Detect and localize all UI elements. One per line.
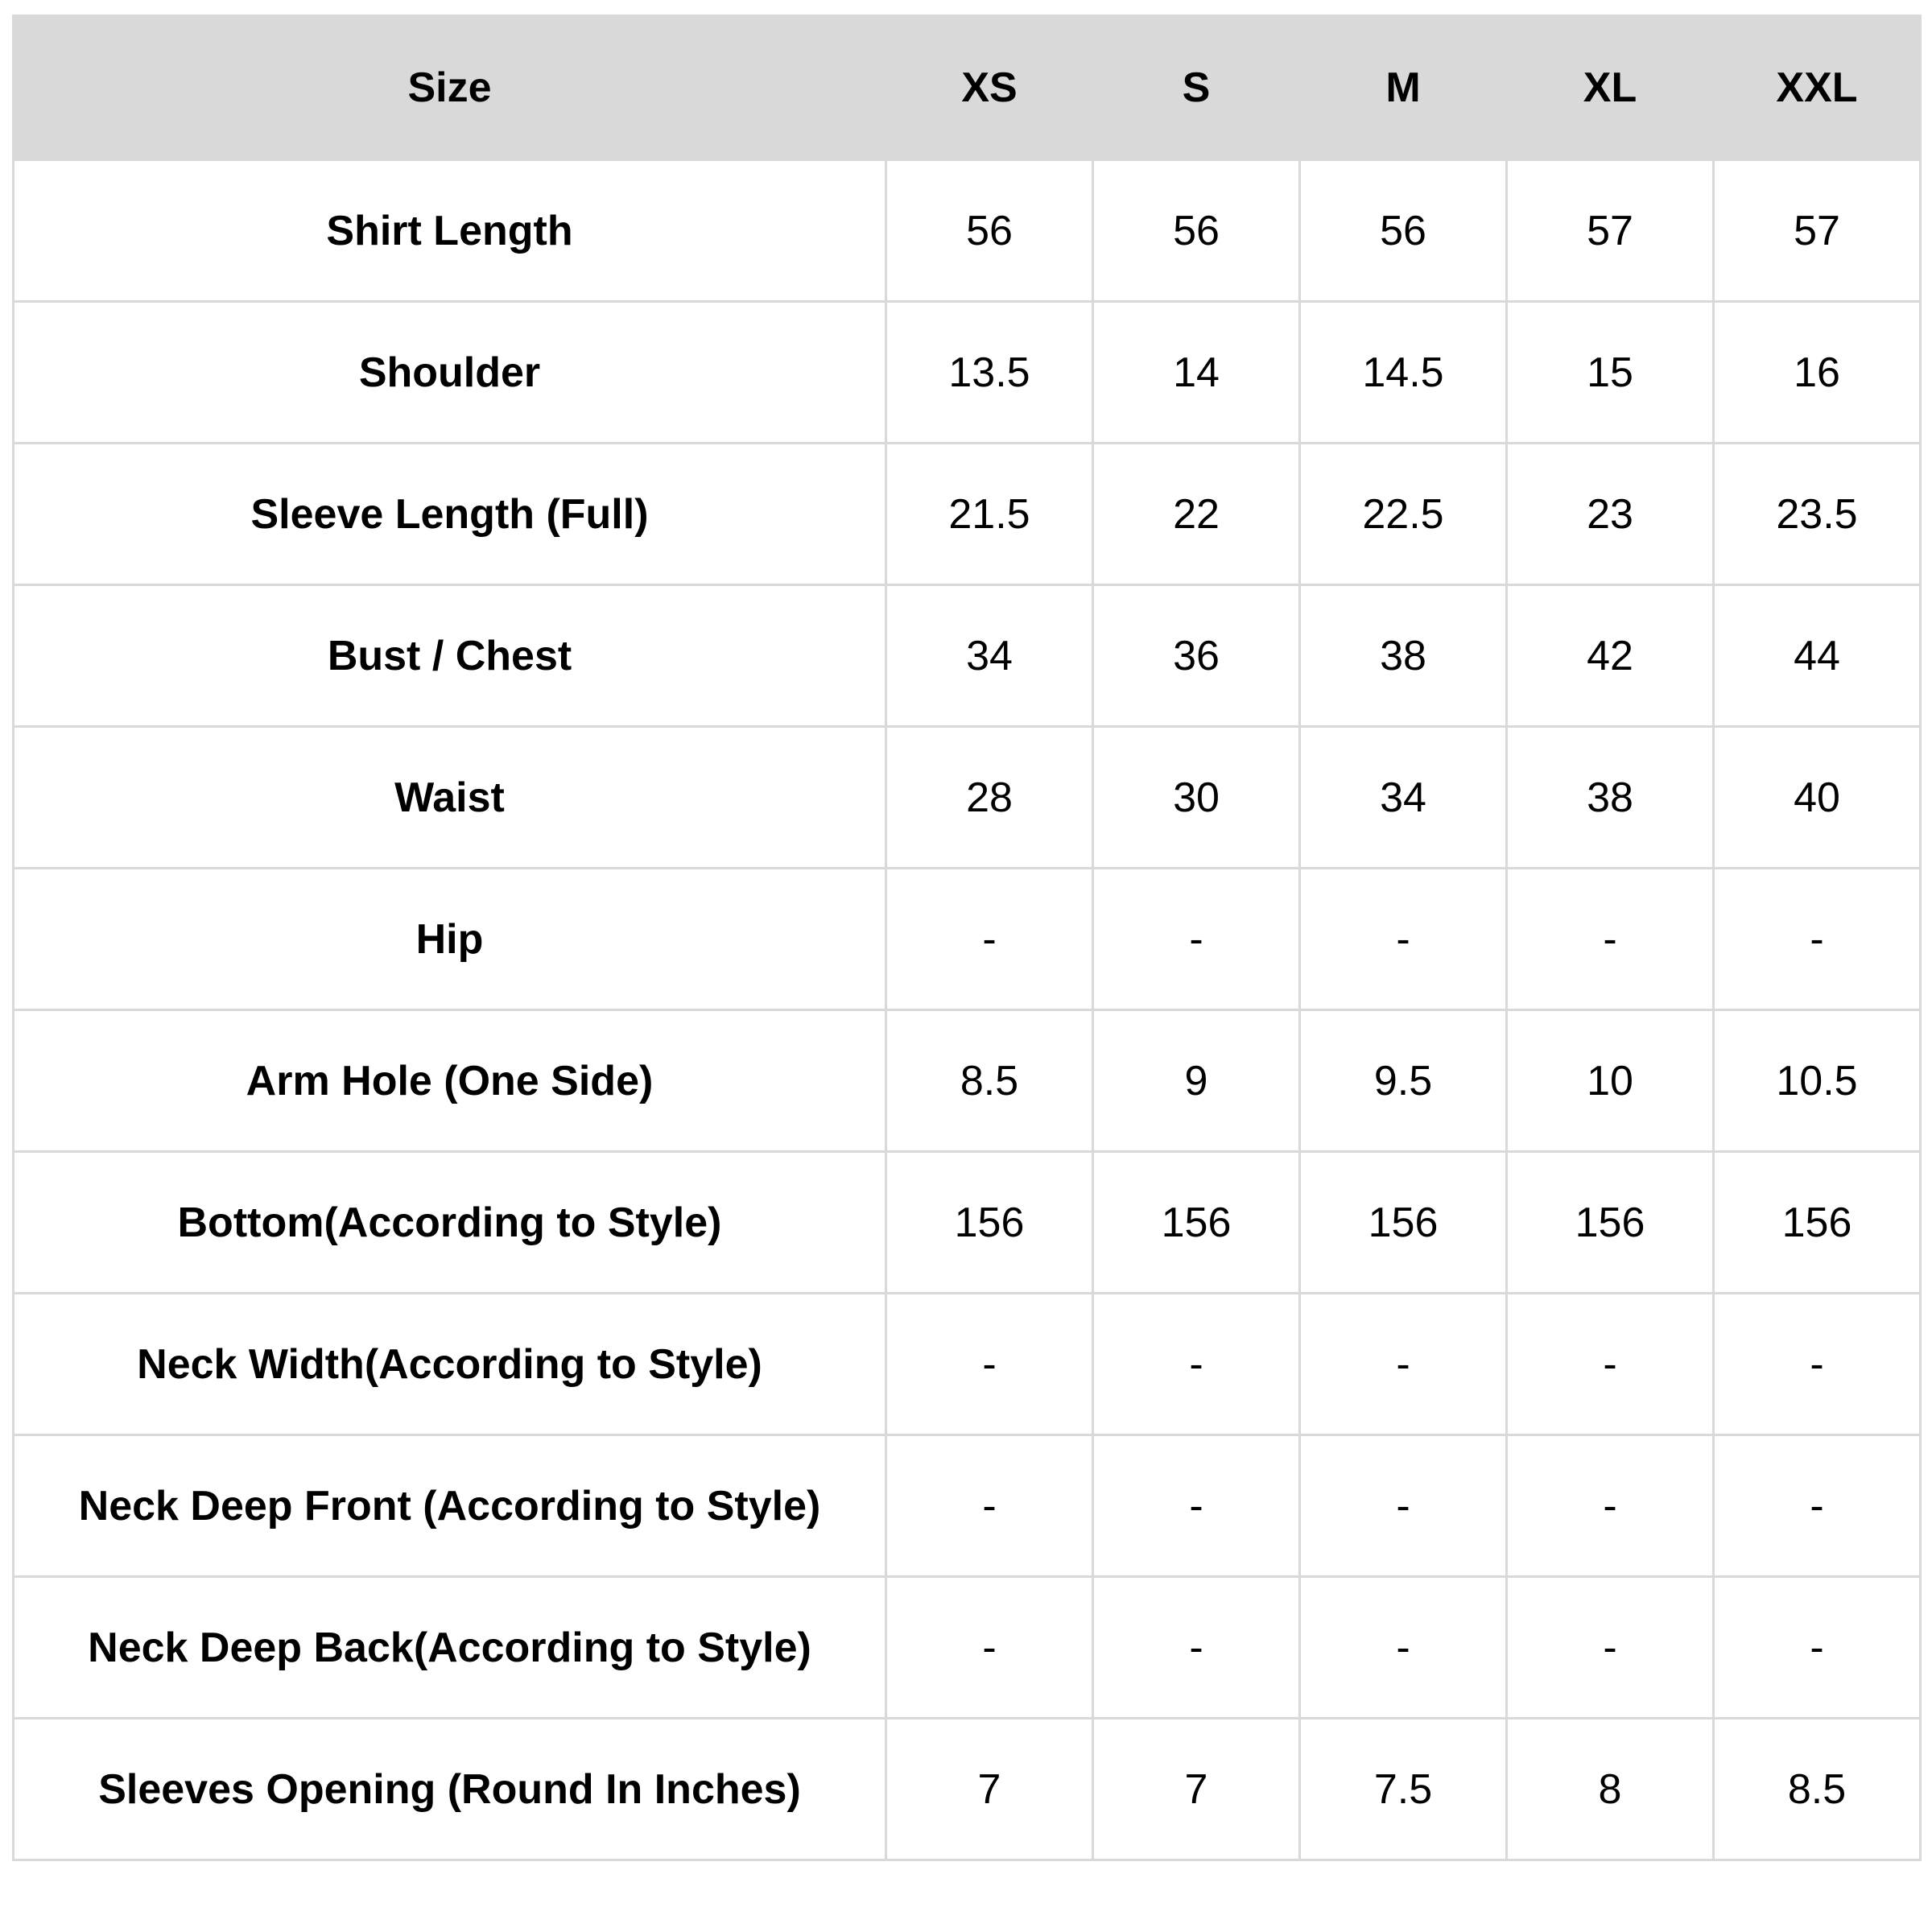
header-m: M — [1300, 16, 1507, 160]
row-label: Neck Width(According to Style) — [14, 1294, 886, 1435]
row-value: 8.5 — [1714, 1719, 1921, 1860]
table-row — [14, 1294, 1921, 1435]
row-value: - — [886, 1294, 1093, 1435]
row-label: Sleeve Length (Full) — [14, 444, 886, 585]
row-value: 156 — [1093, 1152, 1300, 1294]
table-row — [14, 302, 1921, 444]
row-label: Neck Deep Front (According to Style) — [14, 1435, 886, 1577]
row-value: - — [886, 1435, 1093, 1577]
row-value: - — [1507, 869, 1714, 1010]
row-value: 30 — [1093, 727, 1300, 869]
header-xs: XS — [886, 16, 1093, 160]
row-value: 9 — [1093, 1010, 1300, 1152]
row-value: 38 — [1507, 727, 1714, 869]
table-row — [14, 160, 1921, 302]
table-row — [14, 1152, 1921, 1294]
row-value: 34 — [886, 585, 1093, 727]
row-value: 57 — [1714, 160, 1921, 302]
row-value: 22.5 — [1300, 444, 1507, 585]
row-label: Neck Deep Back(According to Style) — [14, 1577, 886, 1719]
header-xxl: XXL — [1714, 16, 1921, 160]
table-row — [14, 869, 1921, 1010]
row-value: - — [1300, 1294, 1507, 1435]
row-value: 21.5 — [886, 444, 1093, 585]
row-value: 40 — [1714, 727, 1921, 869]
row-label: Hip — [14, 869, 886, 1010]
row-value: 22 — [1093, 444, 1300, 585]
row-value: 56 — [1300, 160, 1507, 302]
row-value: - — [1093, 1294, 1300, 1435]
row-value: 8.5 — [886, 1010, 1093, 1152]
row-value: 14.5 — [1300, 302, 1507, 444]
row-value: - — [886, 1577, 1093, 1719]
table-row — [14, 1577, 1921, 1719]
row-value: - — [1507, 1435, 1714, 1577]
row-value: 36 — [1093, 585, 1300, 727]
row-value: 56 — [1093, 160, 1300, 302]
row-value: 28 — [886, 727, 1093, 869]
table-row — [14, 1719, 1921, 1860]
header-size: Size — [14, 16, 886, 160]
row-value: 7.5 — [1300, 1719, 1507, 1860]
row-value: 34 — [1300, 727, 1507, 869]
row-value: 156 — [886, 1152, 1093, 1294]
row-label: Shirt Length — [14, 160, 886, 302]
row-label: Arm Hole (One Side) — [14, 1010, 886, 1152]
row-value: 23 — [1507, 444, 1714, 585]
header-s: S — [1093, 16, 1300, 160]
row-value: 44 — [1714, 585, 1921, 727]
row-value: - — [1714, 1294, 1921, 1435]
row-value: - — [1093, 1435, 1300, 1577]
row-value: - — [1093, 1577, 1300, 1719]
size-chart-table — [12, 14, 1922, 1861]
table-row — [14, 444, 1921, 585]
row-value: - — [1507, 1294, 1714, 1435]
row-value: 23.5 — [1714, 444, 1921, 585]
row-value: 16 — [1714, 302, 1921, 444]
row-label: Waist — [14, 727, 886, 869]
row-value: - — [1714, 1435, 1921, 1577]
table-row — [14, 727, 1921, 869]
table-row — [14, 1010, 1921, 1152]
row-value: - — [1300, 1435, 1507, 1577]
row-value: 38 — [1300, 585, 1507, 727]
row-value: - — [1714, 869, 1921, 1010]
table-row — [14, 1435, 1921, 1577]
table-row — [14, 585, 1921, 727]
row-value: 42 — [1507, 585, 1714, 727]
row-value: 10 — [1507, 1010, 1714, 1152]
row-label: Shoulder — [14, 302, 886, 444]
row-value: 7 — [1093, 1719, 1300, 1860]
row-value: 13.5 — [886, 302, 1093, 444]
row-value: 8 — [1507, 1719, 1714, 1860]
row-value: - — [1300, 869, 1507, 1010]
row-value: - — [1300, 1577, 1507, 1719]
row-value: 156 — [1507, 1152, 1714, 1294]
row-label: Bust / Chest — [14, 585, 886, 727]
row-value: 56 — [886, 160, 1093, 302]
header-xl: XL — [1507, 16, 1714, 160]
row-value: - — [1507, 1577, 1714, 1719]
row-label: Bottom(According to Style) — [14, 1152, 886, 1294]
row-value: 156 — [1300, 1152, 1507, 1294]
row-value: 156 — [1714, 1152, 1921, 1294]
row-label: Sleeves Opening (Round In Inches) — [14, 1719, 886, 1860]
table-body — [14, 160, 1921, 1860]
row-value: - — [1714, 1577, 1921, 1719]
row-value: 7 — [886, 1719, 1093, 1860]
row-value: 9.5 — [1300, 1010, 1507, 1152]
row-value: - — [886, 869, 1093, 1010]
row-value: 10.5 — [1714, 1010, 1921, 1152]
header-row — [14, 16, 1921, 160]
row-value: 57 — [1507, 160, 1714, 302]
row-value: - — [1093, 869, 1300, 1010]
row-value: 15 — [1507, 302, 1714, 444]
row-value: 14 — [1093, 302, 1300, 444]
